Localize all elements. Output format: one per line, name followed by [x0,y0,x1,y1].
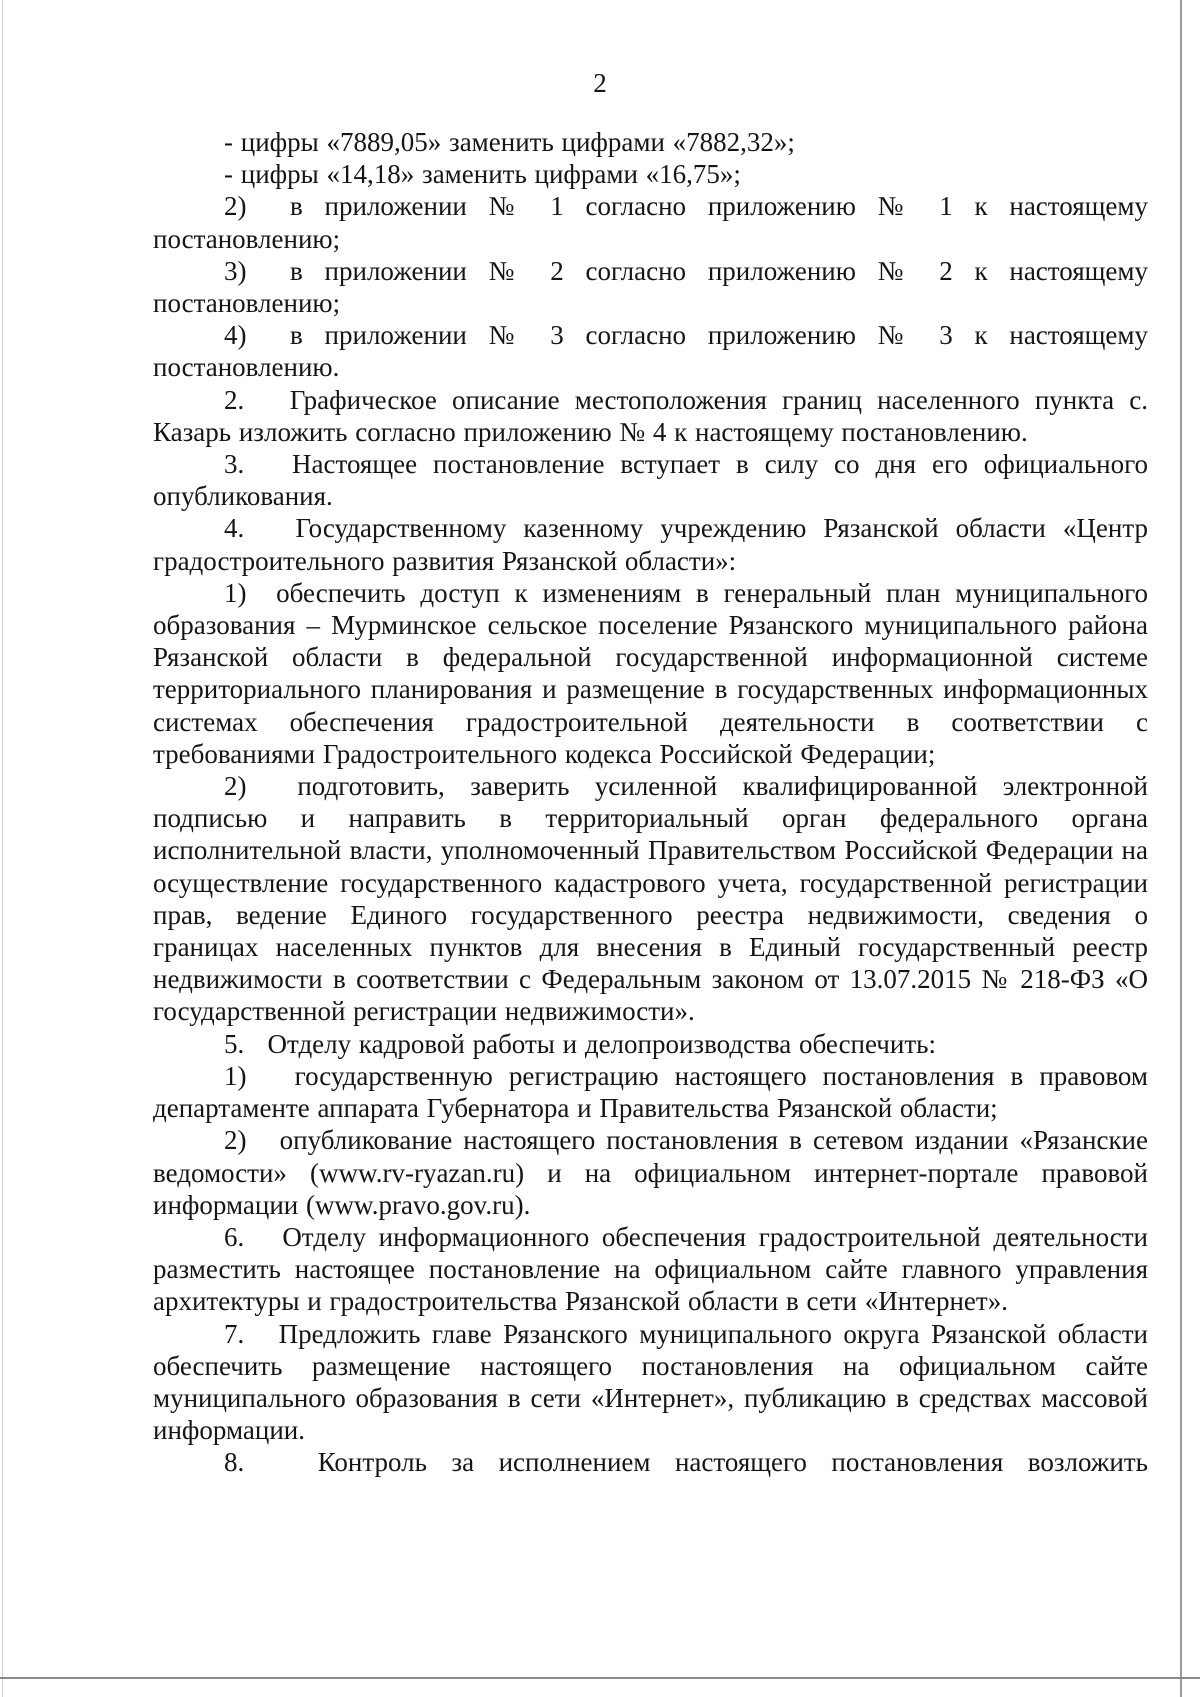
scan-right-edge [1180,0,1182,1697]
paragraph: 1) обеспечить доступ к изменениям в генеральный план муниципального образования – Мурминское сельское поселение Рязанского муниципального района Рязанской области в федеральной государственной информационной системе территориального планирования и размещение в государственных информационных системах обеспечения градостроительной деятельности в соответствии с требованиями Градостроительного кодекса Российской Федерации; [153,577,1148,769]
paragraph: 1) государственную регистрацию настоящего постановления в правовом департаменте аппарата Губернатора и Правительства Рязанской области; [153,1060,1148,1124]
paragraph: 7. Предложить главе Рязанского муниципального округа Рязанской области обеспечить размещение настоящего постановления на официальном сайте муниципального образования в сети «Интернет», публикацию в средствах массовой информации. [153,1318,1148,1446]
paragraph: 2) в приложении № 1 согласно приложению № 1 к настоящему постановлению; [153,191,1148,254]
paragraph: 2) подготовить, заверить усиленной квалифицированной электронной подписью и направить в территориальный орган федерального органа исполнительной власти, уполномоченный Правительством Российской Федерации на осуществление государственного кадастрового учета, государственной регистрации прав, ведение Единого государственного реестра недвижимости, сведения о границах населенных пунктов для внесения в Единый государственный реестр недвижимости в соответствии с Федеральным законом от 13.07.2015 № 218-ФЗ «О государственной регистрации недвижимости». [153,771,1148,1027]
paragraph: - цифры «14,18» заменить цифрами «16,75»; [224,159,741,190]
paragraph: 3. Настоящее постановление вступает в силу со дня его официального опубликования. [153,449,1148,512]
paragraph: 4. Государственному казенному учреждению Рязанской области «Центр градостроительного развития Рязанской области»: [153,513,1148,576]
scan-bottom-edge [0,1677,1200,1679]
paragraph: - цифры «7889,05» заменить цифрами «7882,32»; [224,127,795,157]
paragraph: 6. Отделу информационного обеспечения градостроительной деятельности разместить настоящее постановление на официальном сайте главного управления архитектуры и градостроительства Рязанской области в сети «Интернет». [153,1221,1148,1317]
paragraph: 4) в приложении № 3 согласно приложению № 3 к настоящему постановлению. [153,320,1148,383]
paragraph: 2. Графическое описание местоположения границ населенного пункта с. Казарь изложить согласно приложению № 4 к настоящему постановлению. [153,384,1148,447]
paragraph: 3) в приложении № 2 согласно приложению № 2 к настоящему постановлению; [153,255,1148,319]
paragraph: 5. Отделу кадровой работы и делопроизводства обеспечить: [224,1028,936,1059]
page-number: 2 [593,68,607,98]
document-body [153,126,1148,1479]
scan-left-edge [2,0,3,1697]
paragraph: 8. Контроль за исполнением настоящего постановления возложить [224,1447,1148,1478]
paragraph: 2) опубликование настоящего постановления в сетевом издании «Рязанские ведомости» (www.rv-ryazan.ru) и на официальном интернет-портале правовой информации (www.pravo.gov.ru). [153,1125,1148,1220]
